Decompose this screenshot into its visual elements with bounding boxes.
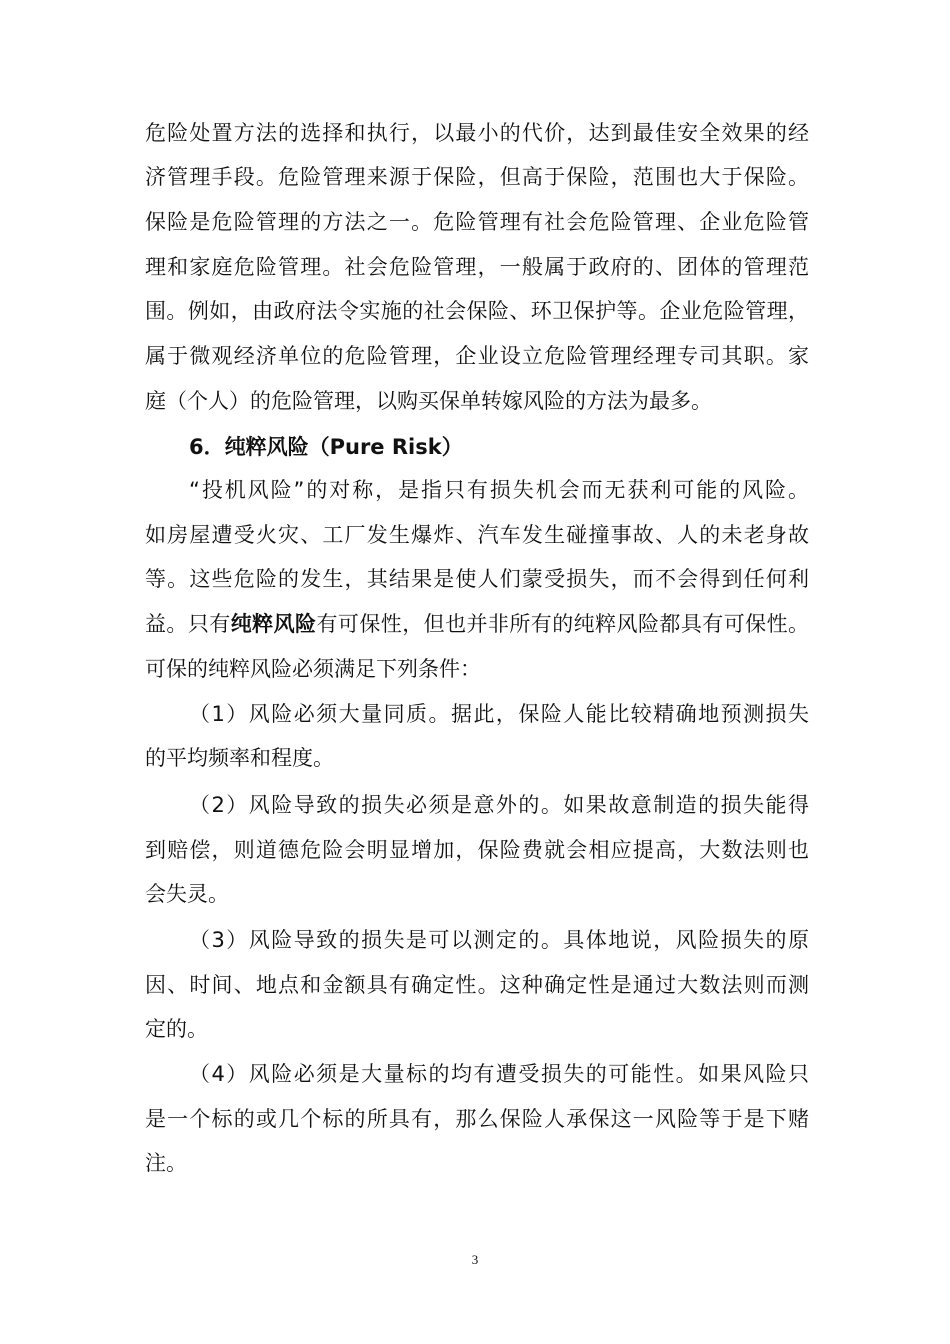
definition-line: 如房屋遭受火灾、工厂发生爆炸、汽车发生碰撞事故、人的未老身故	[145, 523, 809, 547]
paragraph-line: 保险是危险管理的方法之一。危险管理有社会危险管理、企业危险管	[145, 210, 809, 234]
condition-line: （3）风险导致的损失是可以测定的。具体地说，风险损失的原	[189, 928, 809, 952]
paragraph-line: 庭（个人）的危险管理，以购买保单转嫁风险的方法为最多。	[145, 389, 712, 413]
paragraph-line: 济管理手段。危险管理来源于保险，但高于保险，范围也大于保险。	[145, 165, 809, 189]
condition-line: 是一个标的或几个标的所具有，那么保险人承保这一风险等于是下赌	[145, 1107, 809, 1131]
definition-line: “投机风险”的对称，是指只有损失机会而无获利可能的风险。	[189, 478, 809, 502]
paragraph-line: 围。例如，由政府法令实施的社会保险、环卫保护等。企业危险管理，	[145, 299, 809, 323]
condition-line: 注。	[145, 1151, 187, 1175]
section-heading: 6．纯粹风险（Pure Risk）	[189, 435, 463, 459]
paragraph-line: 危险处置方法的选择和执行，以最小的代价，达到最佳安全效果的经	[145, 121, 809, 145]
condition-line: 因、时间、地点和金额具有确定性。这种确定性是通过大数法则而测	[145, 973, 809, 997]
definition-text: 益。只有	[145, 612, 231, 636]
page-number: 3	[471, 1252, 479, 1267]
condition-line: （1）风险必须大量同质。据此，保险人能比较精确地预测损失	[189, 702, 809, 726]
condition-line: 的平均频率和程度。	[145, 746, 334, 770]
bold-term: 纯粹风险	[230, 612, 317, 636]
condition-line: 到赔偿，则道德危险会明显增加，保险费就会相应提高，大数法则也	[145, 838, 809, 862]
condition-line: （2）风险导致的损失必须是意外的。如果故意制造的损失能得	[189, 793, 809, 817]
definition-line	[145, 609, 809, 639]
definition-text: 有可保性，但也并非所有的纯粹风险都具有可保性。	[316, 612, 810, 636]
paragraph-line: 属于微观经济单位的危险管理，企业设立危险管理经理专司其职。家	[145, 344, 809, 368]
condition-line: （4）风险必须是大量标的均有遭受损失的可能性。如果风险只	[189, 1062, 809, 1086]
definition-line: 可保的纯粹风险必须满足下列条件：	[145, 657, 481, 681]
paragraph-line: 理和家庭危险管理。社会危险管理，一般属于政府的、团体的管理范	[145, 255, 809, 279]
condition-line: 会失灵。	[145, 882, 229, 906]
condition-line: 定的。	[145, 1017, 208, 1041]
definition-line: 等。这些危险的发生，其结果是使人们蒙受损失，而不会得到任何利	[145, 567, 809, 591]
